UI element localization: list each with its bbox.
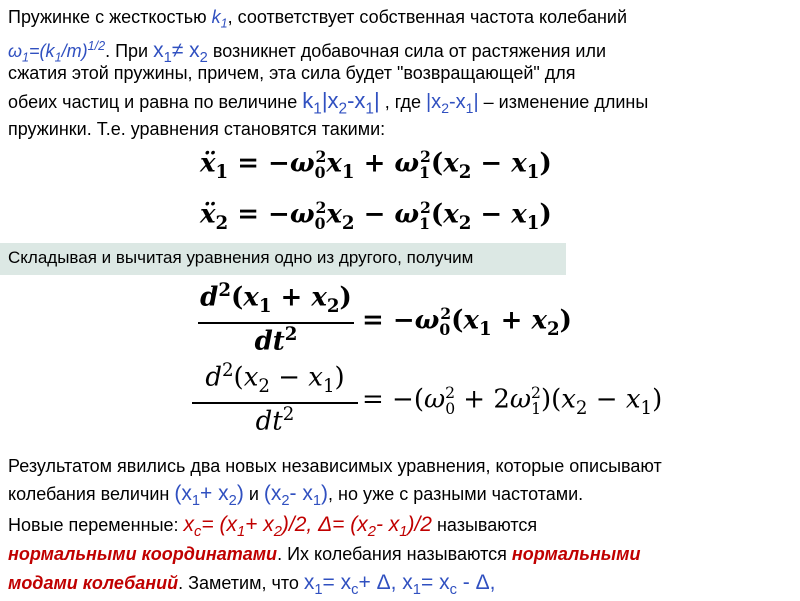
omega-definition: $\omega_1=(k_1/m)^{1/2}$ <box>8 39 106 65</box>
equation-3: $d^2(x_1 + x_2)$ $dt^2$ = $-\omega_0^2(x_1 + x_2)$ <box>0 280 800 360</box>
term-modes: модами колебаний <box>8 573 179 593</box>
result-line-3: Новые переменные: $x_c= (x_1+ x_2)/2$, $\Delta= (x_2-$ $x_1)/2$ называются <box>8 513 538 541</box>
equation-4: $d^2(x_2 - x_1)$ $dt^2$ = $-(\omega_0^2 + 2\omega_1^2)(x_2 - x_1)$ <box>0 360 800 440</box>
result-line-1: Результатом явились два новых независимых уравнения, которые описывают <box>8 456 662 476</box>
sum-variable: $(x_1+ x_2)$ <box>174 482 244 510</box>
result-line-5: модами колебаний. Заметим, что $x_1= x_c+ \Delta$, $x_1= x_c - \Delta$, <box>8 571 496 599</box>
text: возникнет добавочная сила от растяжения или <box>207 41 607 61</box>
banner-text: Складывая и вычитая уравнения одно из другого, получим <box>8 248 474 267</box>
difference-variable: ($x_2-$ $x_1$) <box>263 482 329 510</box>
normal-coordinates-formula: $x_c= (x_1+ x_2)/2$, $\Delta= (x_2-$ $x_1)/2$ <box>183 513 432 541</box>
term-normal-coordinates: нормальными координатами <box>8 544 278 564</box>
inequality-x1-x2: $x_1\ne x_2$ <box>153 39 208 67</box>
text: , соответствует собственная частота колебаний <box>227 7 628 27</box>
text-line-4: обеих частиц и равна по величине $k_1|x_2-x_1|$ , где $|x_2-x_1|$ – изменение длины <box>8 88 649 118</box>
term-normal: нормальными <box>511 544 641 564</box>
text-line-1 <box>8 6 627 35</box>
result-line-4: нормальными координатами. Их колебания называются нормальными <box>8 544 641 564</box>
text: Пружинке с жесткостью <box>8 7 212 27</box>
highlight-banner <box>0 243 566 275</box>
length-change: $|x_2-x_1|$ <box>425 91 479 116</box>
text-line-3: сжатия этой пружины, причем, эта сила будет "возвращающей" для <box>8 63 576 83</box>
inverse-transform: $x_1= x_c+ \Delta$, $x_1= x_c - \Delta$, <box>303 571 496 599</box>
equation-1: ẍ$_1$ = $-\omega_0^2x_1 + \omega_1^2(x_2 - x_1)$ <box>200 147 552 183</box>
text: . При <box>105 41 154 61</box>
force-magnitude: $k_1|x_2-x_1|$ <box>302 88 380 118</box>
equation-2: ẍ$_2$ = $-\omega_0^2x_2 - \omega_1^2(x_2 - x_1)$ <box>200 198 552 234</box>
result-line-2: колебания величин $(x_1+ x_2)$ и ($x_2-$ $x_1$), но уже с разными частотами. <box>8 482 584 510</box>
k1-symbol: $k_1$ <box>211 7 228 31</box>
text-line-5: пружинки. Т.е. уравнения становятся такими: <box>8 119 386 139</box>
